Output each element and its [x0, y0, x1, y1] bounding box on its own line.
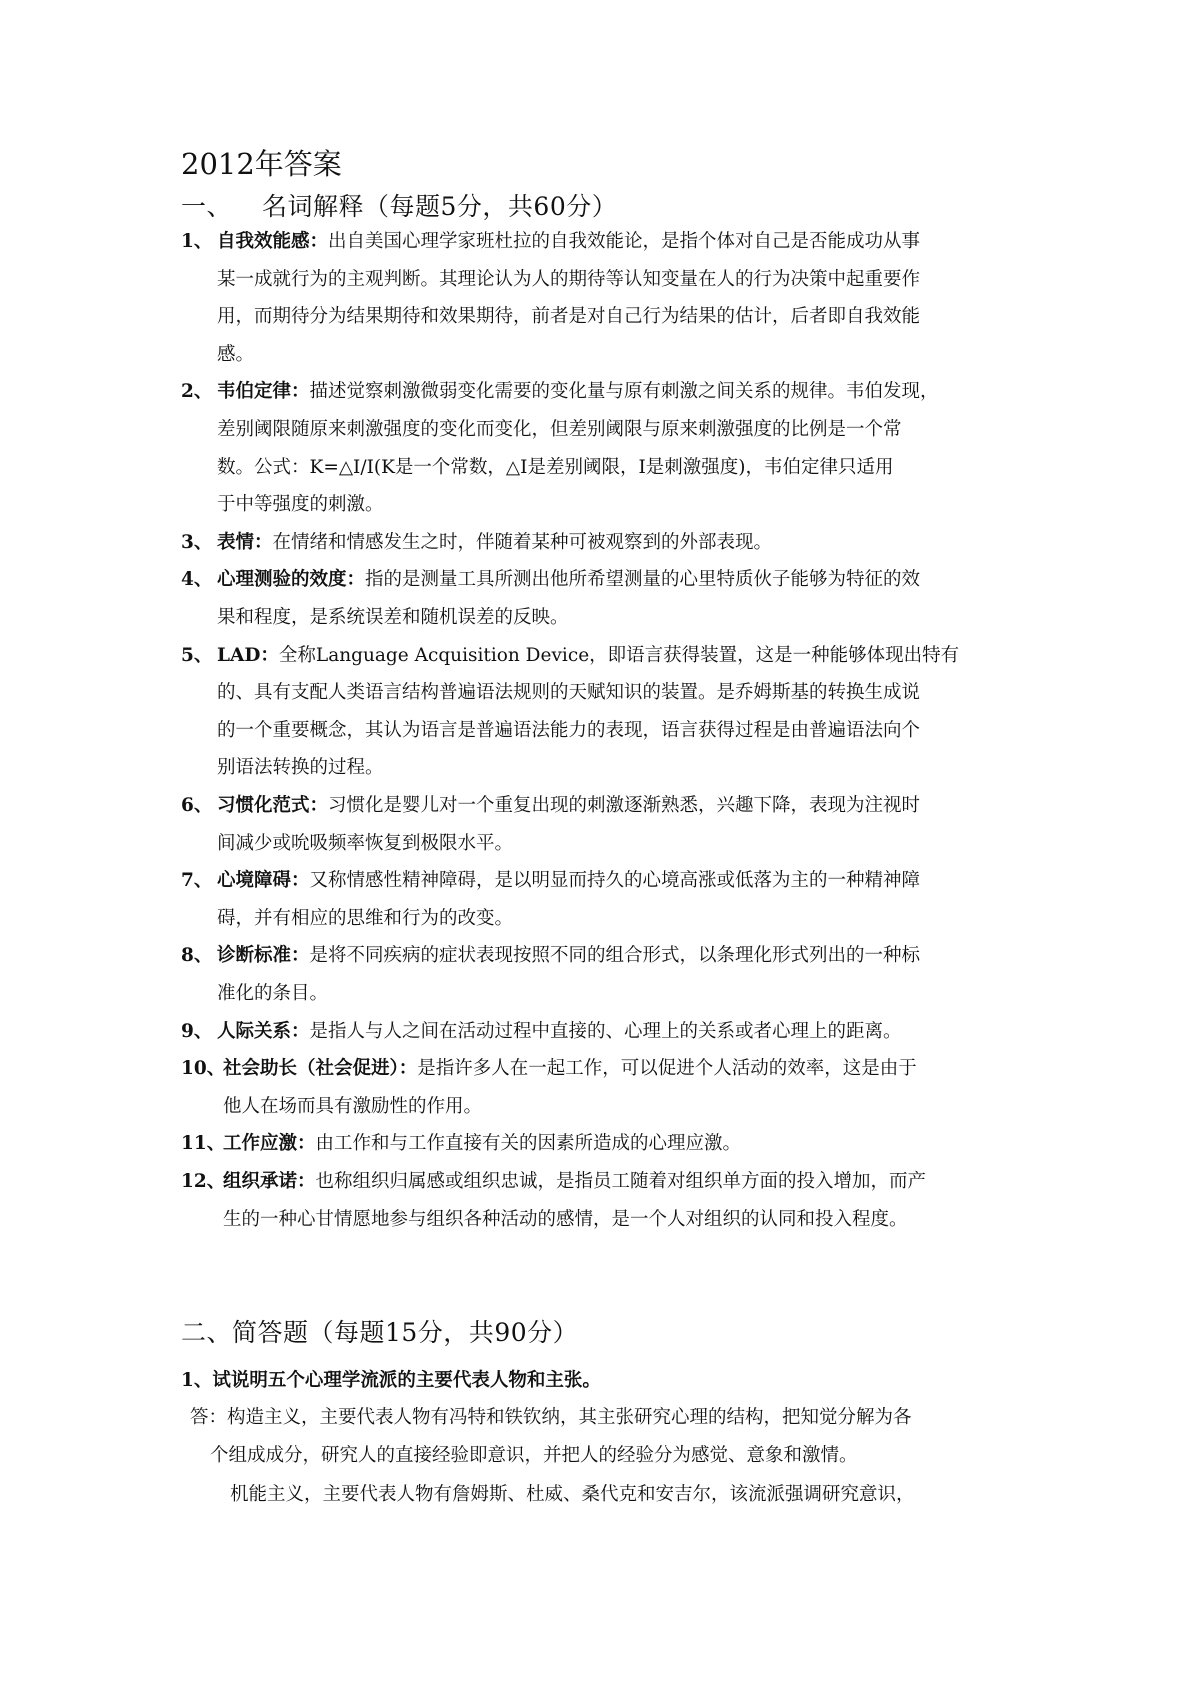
term-item — [181, 1162, 1021, 1237]
term-definition-line: 差别阈限随原来刺激强度的变化而变化，但差别阈限与原来刺激强度的比例是一个常 — [217, 418, 902, 440]
term-name: 工作应激： — [223, 1133, 316, 1155]
term-first-line — [217, 936, 920, 976]
term-number: 9、 — [181, 1020, 213, 1042]
term-item — [181, 936, 1021, 1011]
term-first-line — [217, 1012, 902, 1052]
term-first-line — [223, 1124, 741, 1164]
term-definition: 指的是测量工具所测出他所希望测量的心里特质伙子能够为特征的效 — [365, 569, 921, 591]
term-first-line — [217, 560, 920, 600]
term-name: 社会助长（社会促进）： — [223, 1058, 418, 1080]
term-first-line — [217, 222, 920, 262]
term-first-line — [217, 636, 959, 676]
term-number: 6、 — [181, 795, 213, 816]
term-definition-line: 感。 — [217, 343, 255, 365]
answer-line: 答：构造主义，主要代表人物有冯特和铁钦纳，其主张研究心理的结构，把知觉分解为各 — [190, 1407, 912, 1428]
term-definition: 也称组织归属感或组织忠诚，是指员工随着对组织单方面的投入增加，而产 — [315, 1171, 927, 1192]
term-definition: 在情绪和情感发生之时，伴随着某种可被观察到的外部表现。 — [272, 531, 773, 553]
term-definition: 是指许多人在一起工作，可以促进个人活动的效率，这是由于 — [417, 1058, 917, 1080]
term-number: 7、 — [181, 870, 213, 892]
term-number: 3、 — [181, 531, 213, 553]
term-number: 5、 — [181, 644, 213, 666]
term-definition: 描述觉察刺激微弱变化需要的变化量与原有刺激之间关系的规律。韦伯发现， — [309, 381, 939, 403]
term-definition-line: 于中等强度的刺激。 — [217, 494, 384, 516]
term-definition-line: 他人在场而具有激励性的作用。 — [223, 1095, 483, 1117]
answer-line: 机能主义，主要代表人物有詹姆斯、杜威、桑代克和安吉尔，该流派强调研究意识， — [230, 1484, 915, 1505]
term-item — [181, 222, 1021, 372]
term-item — [181, 1012, 1021, 1050]
section-heading-1 — [181, 190, 617, 224]
term-name: 心理测验的效度： — [217, 569, 366, 591]
term-item — [181, 786, 1021, 861]
term-definition-line: 果和程度，是系统误差和随机误差的反映。 — [217, 606, 569, 628]
term-name: 诊断标准： — [217, 945, 310, 967]
term-item — [181, 636, 1021, 786]
section-number: 一、 — [181, 192, 233, 221]
term-name: 习惯化范式： — [217, 795, 329, 816]
term-item — [181, 861, 1021, 936]
term-name: 心境障碍： — [217, 870, 310, 892]
answer-line: 个组成成分，研究人的直接经验即意识，并把人的经验分为感觉、意象和激情。 — [210, 1445, 858, 1466]
term-definition-line: 数。公式：K=△I/I(K是一个常数，△I是差别阈限，I是刺激强度)，韦伯定律只适用 — [217, 456, 894, 478]
term-definition: 又称情感性精神障碍，是以明显而持久的心境高涨或低落为主的一种精神障 — [309, 870, 921, 892]
term-definition-line: 准化的条目。 — [217, 982, 329, 1004]
term-first-line — [223, 1162, 926, 1202]
question-title: 1、试说明五个心理学流派的主要代表人物和主张。 — [181, 1370, 601, 1391]
term-definition-line: 生的一种心甘情愿地参与组织各种活动的感情，是一个人对组织的认同和投入程度。 — [223, 1208, 908, 1230]
term-definition-line: 的、具有支配人类语言结构普遍语法规则的天赋知识的装置。是乔姆斯基的转换生成说 — [217, 682, 921, 704]
term-number: 12、 — [181, 1171, 226, 1192]
term-name: 表情： — [217, 531, 273, 553]
term-definition-line: 的一个重要概念，其认为语言是普遍语法能力的表现，语言获得过程是由普遍语法向个 — [217, 719, 921, 741]
term-number: 8、 — [181, 945, 213, 967]
section-title: 名词解释（每题5分，共60分） — [262, 192, 618, 221]
term-definition: 是将不同疾病的症状表现按照不同的组合形式，以条理化形式列出的一种标 — [309, 945, 921, 967]
term-definition-line: 间减少或吮吸频率恢复到极限水平。 — [217, 832, 514, 854]
section-heading-2: 二、简答题（每题15分，共90分） — [181, 1318, 579, 1347]
term-first-line — [217, 786, 920, 826]
term-number: 2、 — [181, 381, 213, 403]
term-item — [181, 1049, 1021, 1124]
term-item — [181, 1124, 1021, 1162]
term-first-line — [217, 523, 772, 563]
term-definition: 出自美国心理学家班杜拉的自我效能论，是指个体对自己是否能成功从事 — [328, 231, 921, 252]
term-item — [181, 560, 1021, 635]
term-name: 韦伯定律： — [217, 381, 310, 403]
term-number: 10、 — [181, 1058, 226, 1080]
term-number: 4、 — [181, 569, 213, 591]
term-number: 1、 — [181, 231, 213, 252]
term-first-line — [217, 372, 939, 412]
page-title: 2012年答案 — [181, 147, 342, 181]
term-name: 自我效能感： — [217, 231, 329, 252]
term-definition: 全称Language Acquisition Device，即语言获得装置，这是一种能够体现出特有 — [278, 644, 960, 666]
term-definition: 由工作和与工作直接有关的因素所造成的心理应激。 — [315, 1133, 742, 1155]
term-definition-line: 某一成就行为的主观判断。其理论认为人的期待等认知变量在人的行为决策中起重要作 — [217, 268, 921, 290]
term-item — [181, 523, 1021, 561]
term-first-line — [217, 861, 920, 901]
term-definition-line: 别语法转换的过程。 — [217, 757, 384, 779]
term-first-line — [223, 1049, 917, 1089]
term-name: 人际关系： — [217, 1020, 310, 1042]
term-definition-line: 碍，并有相应的思维和行为的改变。 — [217, 907, 514, 929]
term-definition: 习惯化是婴儿对一个重复出现的刺激逐渐熟悉，兴趣下降，表现为注视时 — [328, 795, 921, 816]
term-definition-line: 用，而期待分为结果期待和效果期待，前者是对自己行为结果的估计，后者即自我效能 — [217, 306, 921, 328]
term-item — [181, 372, 1021, 522]
term-name: LAD： — [217, 644, 279, 666]
term-number: 11、 — [181, 1133, 226, 1155]
term-name: 组织承诺： — [223, 1171, 316, 1192]
term-definition: 是指人与人之间在活动过程中直接的、心理上的关系或者心理上的距离。 — [309, 1020, 902, 1042]
